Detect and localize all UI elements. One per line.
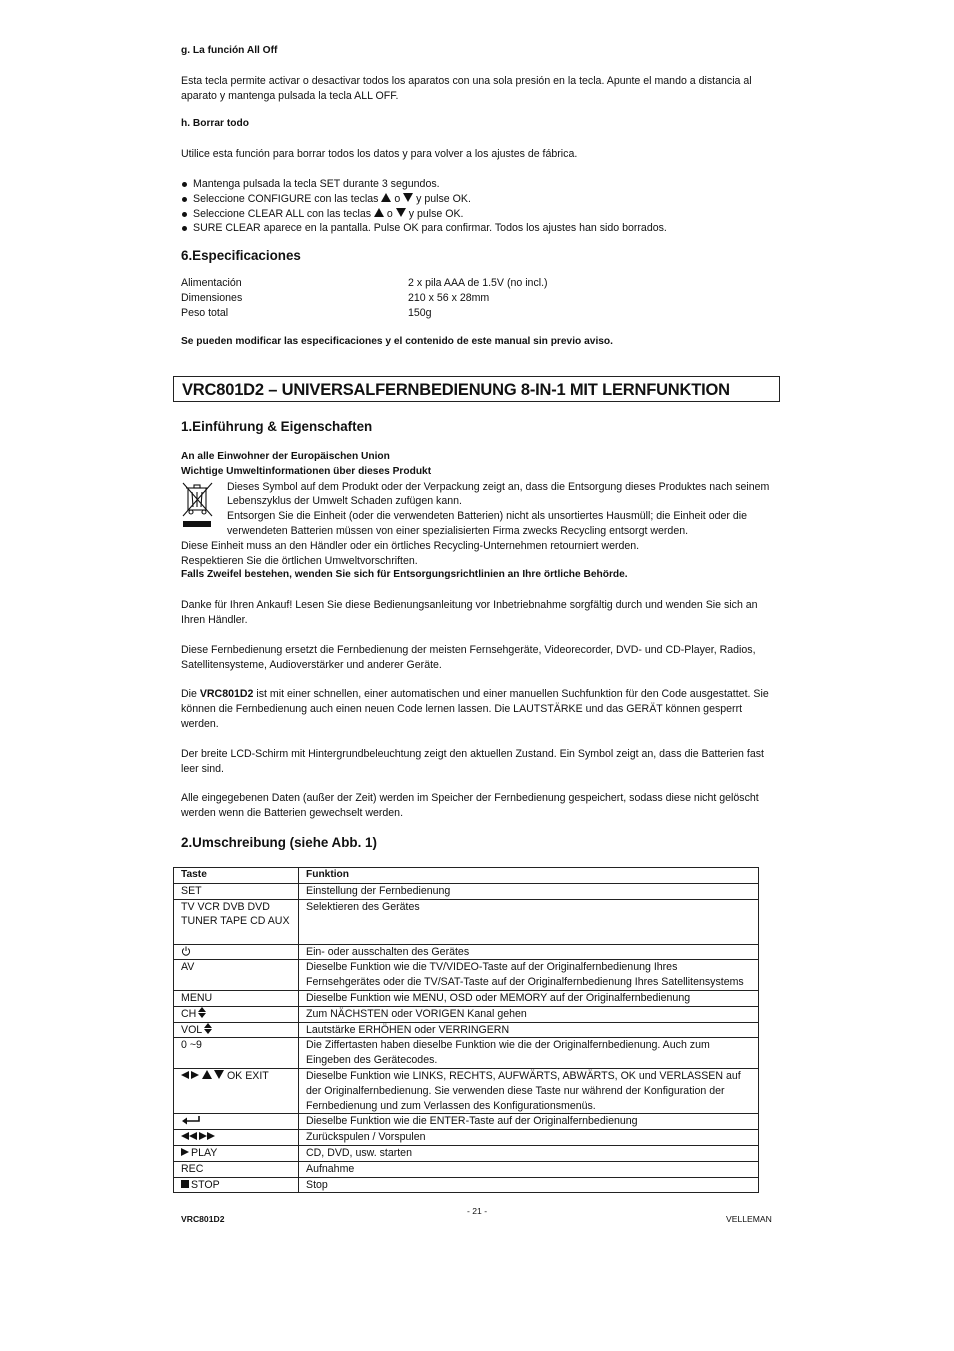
weee-text-2: Entsorgen Sie die Einheit (oder die verwendeten Batterien) nicht als unsortiertes Hausmüll; die Einheit oder die verwendeten Batterien müssen von einer spezialisierten Firma zwecks Recycling entsorgt werden. (227, 510, 747, 537)
table-row: Zurückspulen / Vorspulen (174, 1130, 759, 1146)
rewind-forward-icon (181, 1131, 215, 1143)
table-row: SET Einstellung der Fernbedienung (174, 883, 759, 899)
table-header-row (174, 868, 759, 884)
table-row: MENU Dieselbe Funktion wie MENU, OSD oder MEMORY auf der Originalfernbedienung (174, 990, 759, 1006)
intro-paragraph-3: Die VRC801D2 ist mit einer schnellen, einer automatischen und einer manuellen Suchfunktion für den Code ausgestattet. Sie können die Fernbedienung auch einen neuen Code lernen lassen. Die LAUTSTÄRKE und das GERÄT können gesperrt werden. (181, 688, 769, 730)
specs-table (181, 276, 781, 320)
table-row: 0 ~9 Die Ziffertasten haben dieselbe Funktion wie die der Originalfernbedienung. Auch zum Eingeben des Gerätecodes. (174, 1038, 759, 1069)
german-section (181, 418, 781, 852)
list-item: Mantenga pulsada la tecla SET durante 3 segundos. (181, 177, 781, 192)
key-function-table (173, 867, 759, 1193)
table-row: PLAY CD, DVD, usw. starten (174, 1145, 759, 1161)
specs-heading: 6.Especificaciones (181, 248, 301, 264)
spec-row: Peso total 150g (181, 306, 432, 319)
triangle-up-icon (374, 208, 384, 217)
intro-paragraph-5: Alle eingegebenen Daten (außer der Zeit) werden im Speicher der Fernbedienung gespeichert, sodass diese nicht gelöscht werden wenn die Batterien gewechselt werden. (181, 792, 759, 820)
section-g-heading: g. La función All Off (181, 45, 278, 56)
eu-line-1: An alle Einwohner der Europäischen Union (181, 451, 390, 462)
enter-icon (181, 1115, 201, 1127)
weee-notice (181, 480, 781, 539)
list-item: Seleccione CONFIGURE con las teclas o y pulse OK. (181, 192, 781, 207)
intro-paragraph-2: Diese Fernbedienung ersetzt die Fernbedienung der meisten Fernsehgeräte, Videorecorder, DVD- und CD-Player, Radios, Satellitensysteme, Audioverstärker und anderer Geräte. (181, 643, 756, 671)
list-item: Seleccione CLEAR ALL con las teclas o y pulse OK. (181, 207, 781, 222)
play-icon (181, 1148, 189, 1156)
footer-brand: VELLEMAN (726, 1214, 772, 1224)
spec-row: Alimentación 2 x pila AAA de 1.5V (no incl.) (181, 277, 548, 290)
section-h-heading: h. Borrar todo (181, 118, 249, 130)
up-down-icon (198, 1007, 206, 1018)
table-row: STOP Stop (174, 1177, 759, 1193)
table-row: VOL Lautstärke ERHÖHEN oder VERRINGERN (174, 1022, 759, 1038)
section-g-text: Esta tecla permite activar o desactivar todos los aparatos con una sola presión en la tecla. Apunte el mando a distancia al aparato y mantenga pulsada la tecla ALL OFF. (181, 74, 752, 102)
table-row: OK EXIT Dieselbe Funktion wie LINKS, RECHTS, AUFWÄRTS, ABWÄRTS, OK und VERLASSEN auf der Originalfernbedienung. Sie verwenden diese Taste nur während der Konfiguration der Fernbedienung und zum Verlassen des Konfigurationsmenüs. (174, 1068, 759, 1113)
section-h-text: Utilice esta función para borrar todos los datos y para volver a los ajustes de fábrica. (181, 148, 578, 161)
table-row: AV Dieselbe Funktion wie die TV/VIDEO-Taste auf der Originalfernbedienung Ihres Fernsehgerätes oder die TV/SAT-Taste auf der Originalfernbedienung Ihres Satellitensystems (174, 960, 759, 991)
intro-paragraph-1: Danke für Ihren Ankauf! Lesen Sie diese Bedienungsanleitung vor Inbetriebnahme sorgfältig durch und wenden Sie sich an Ihren Händler. (181, 599, 758, 626)
stop-icon (181, 1180, 189, 1188)
weee-text-1: Dieses Symbol auf dem Produkt oder der Verpackung zeigt an, dass die Entsorgung dieses Produktes nach seinem Lebenszyklus der Umwelt Schaden zufügen kann. (227, 480, 770, 508)
column-header-function: Funktion (299, 868, 759, 884)
list-item: SURE CLEAR aparece en la pantalla. Pulse OK para confirmar. Todos los ajustes han sido borrados. (181, 221, 781, 236)
power-icon (181, 946, 191, 958)
weee-bin-icon (181, 480, 227, 539)
table-row: Dieselbe Funktion wie die ENTER-Taste auf der Originalfernbedienung (174, 1114, 759, 1130)
spec-row: Dimensiones 210 x 56 x 28mm (181, 291, 490, 304)
footer-model: VRC801D2 (181, 1214, 225, 1224)
column-header-key: Taste (174, 868, 299, 884)
up-down-icon (204, 1023, 212, 1034)
intro-heading: 1.Einführung & Eigenschaften (181, 419, 373, 434)
table-row: CH Zum NÄCHSTEN oder VORIGEN Kanal gehen (174, 1006, 759, 1022)
arrow-keys-icon (181, 1070, 224, 1082)
triangle-up-icon (381, 193, 391, 202)
triangle-down-icon (396, 208, 406, 217)
triangle-down-icon (403, 193, 413, 202)
authority-line: Falls Zweifel bestehen, wenden Sie sich für Entsorgungsrichtlinien an Ihre örtliche Behörde. (181, 569, 628, 581)
table-row: Ein- oder ausschalten des Gerätes (174, 944, 759, 960)
regulations-line: Respektieren Sie die örtlichen Umweltvorschriften. (181, 554, 418, 567)
description-heading: 2.Umschreibung (siehe Abb. 1) (181, 834, 377, 850)
intro-paragraph-4: Der breite LCD-Schirm mit Hintergrundbeleuchtung zeigt den aktuellen Zustand. Ein Symbol zeigt an, dass die Batterien fast leer sind. (181, 747, 764, 775)
table-row: TV VCR DVB DVD TUNER TAPE CD AUX Selektieren des Gerätes (174, 899, 759, 944)
specs-note: Se pueden modificar las especificaciones y el contenido de este manual sin previo aviso. (181, 335, 613, 347)
return-line: Diese Einheit muss an den Händler oder ein örtliches Recycling-Unternehmen retourniert werden. (181, 539, 640, 552)
eu-line-2: Wichtige Umweltinformationen über dieses Produkt (181, 465, 432, 477)
page-content (181, 44, 781, 349)
page-number: - 21 - (467, 1206, 488, 1216)
table-row: REC Aufnahme (174, 1161, 759, 1177)
document-title: VRC801D2 – UNIVERSALFERNBEDIENUNG 8-IN-1 MIT LERNFUNKTION (173, 376, 780, 402)
clear-steps-list (181, 177, 781, 236)
